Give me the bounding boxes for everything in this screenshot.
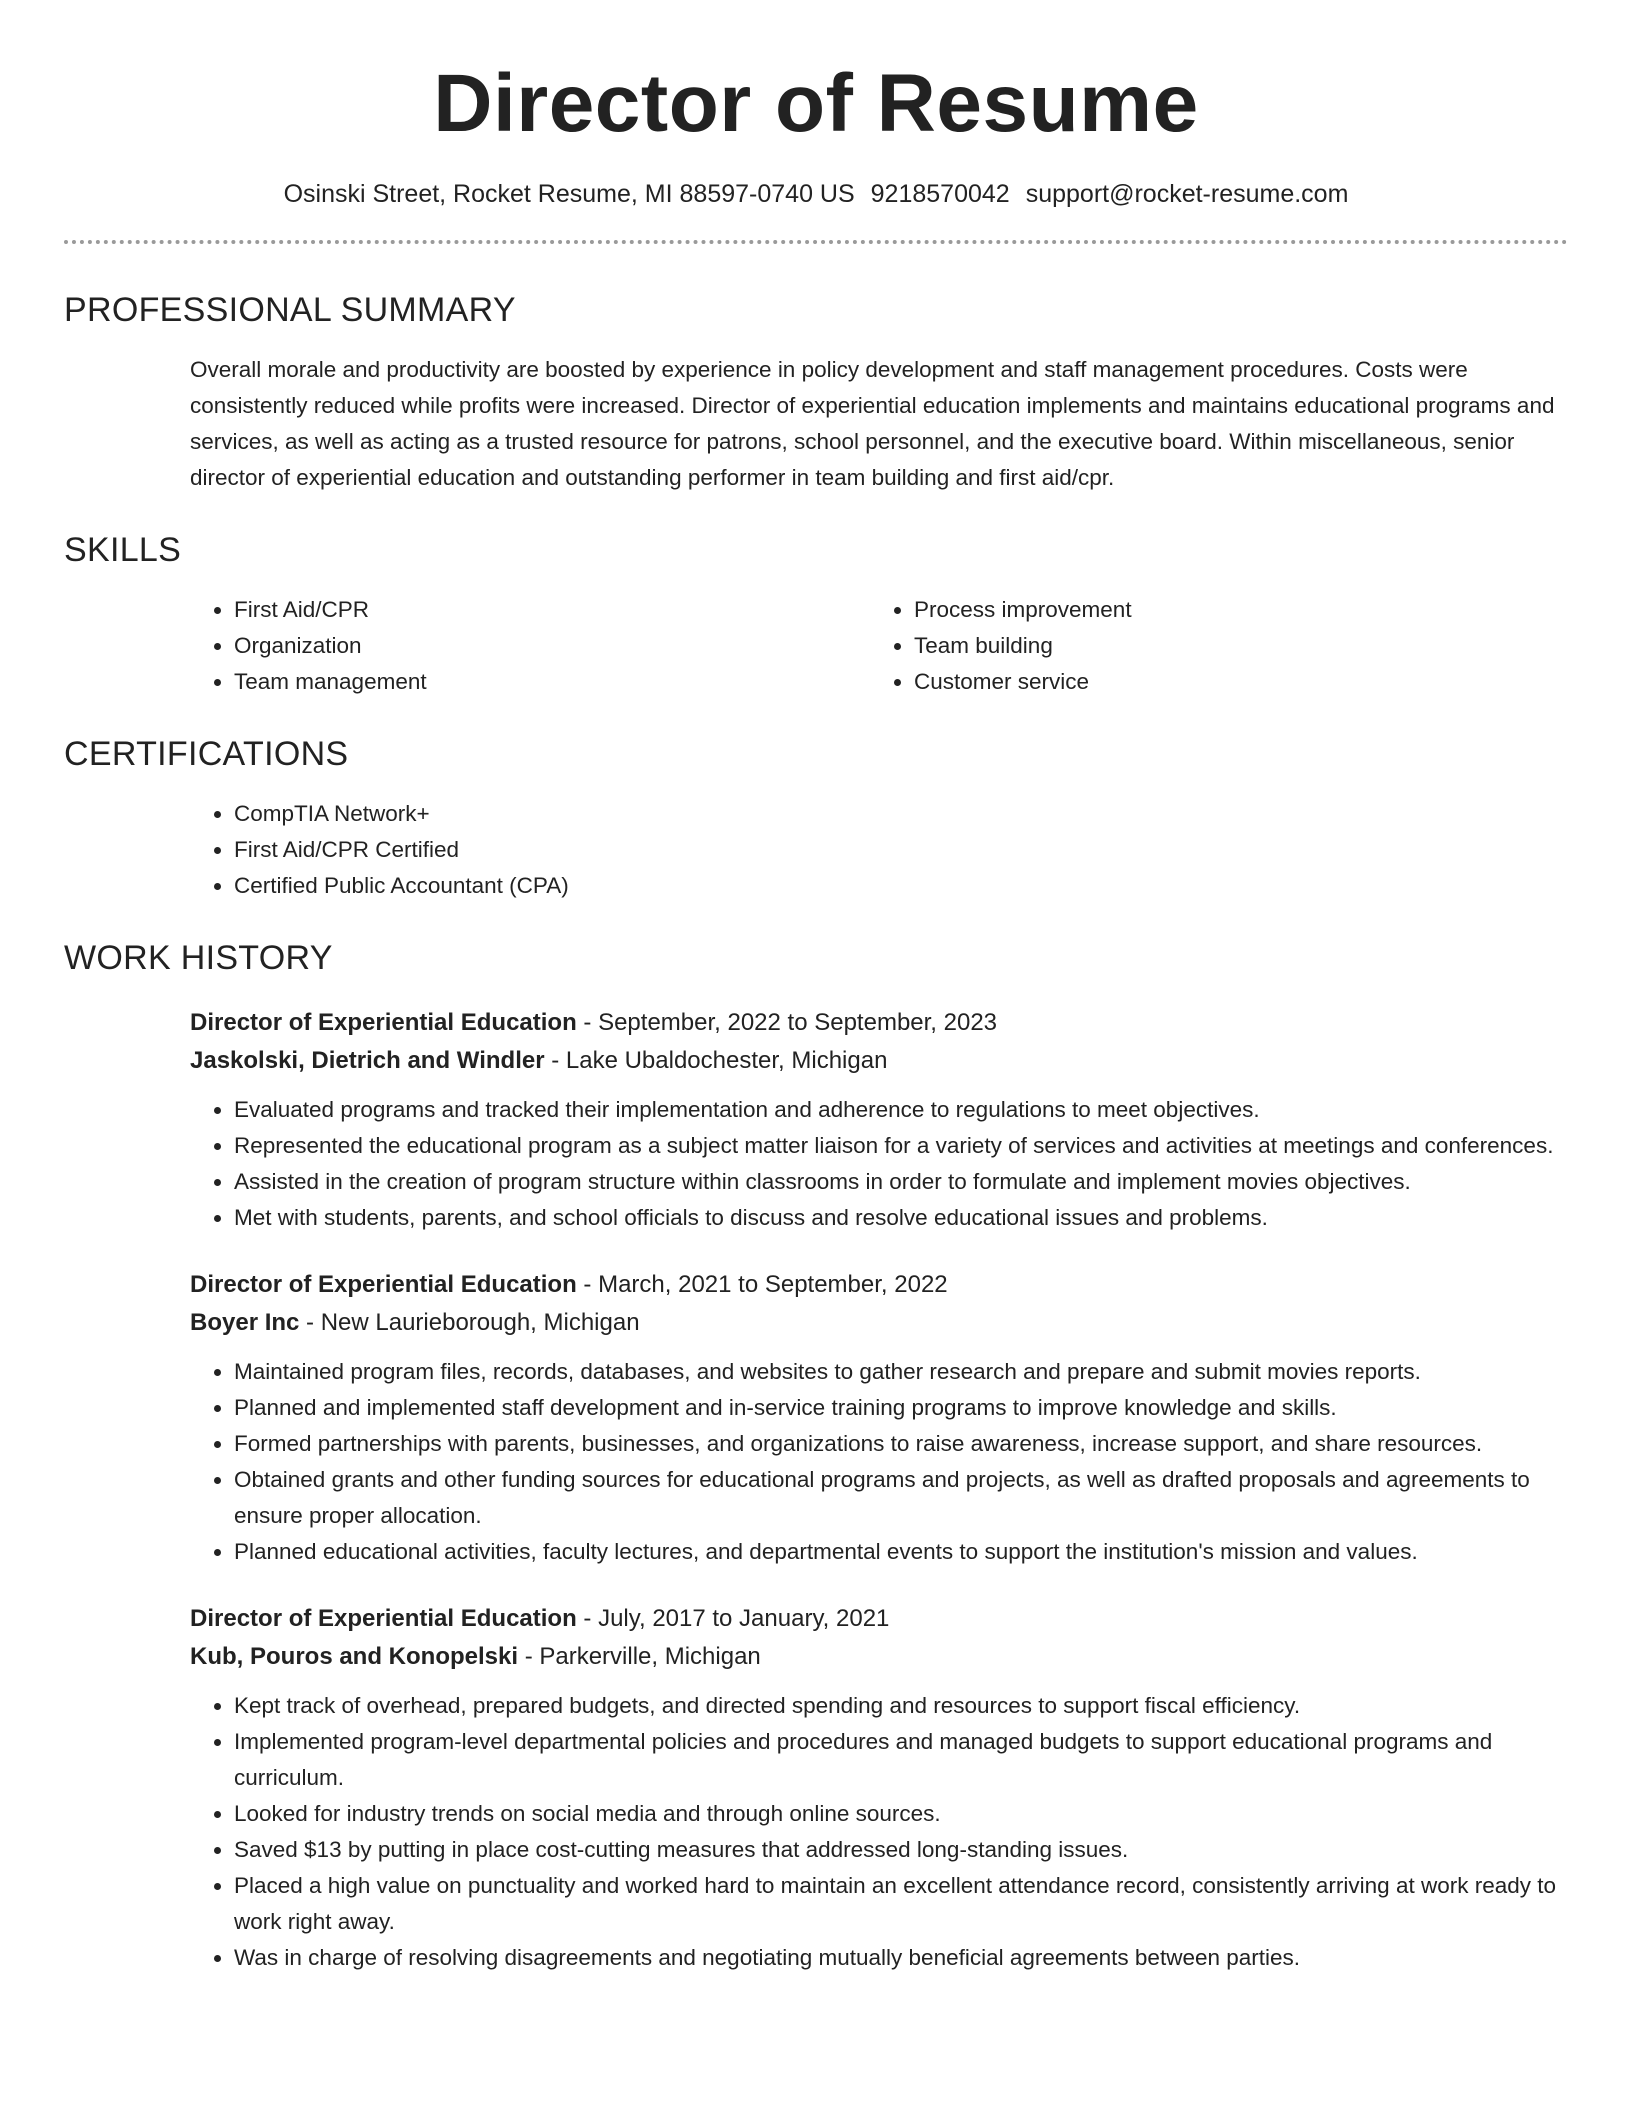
job-dates: - March, 2021 to September, 2022 bbox=[576, 1271, 948, 1298]
certification-item: • Certified Public Accountant (CPA) bbox=[234, 868, 1568, 904]
header-divider bbox=[64, 240, 1568, 244]
job-title-line bbox=[190, 1600, 1568, 1638]
job-duty: • Looked for industry trends on social media and through online sources. bbox=[234, 1796, 1568, 1832]
job-duty: • Was in charge of resolving disagreements and negotiating mutually beneficial agreements between parties. bbox=[234, 1940, 1568, 1976]
job-duty: • Met with students, parents, and school officials to discuss and resolve educational issues and problems. bbox=[234, 1200, 1568, 1236]
job-role: Director of Experiential Education bbox=[190, 1605, 577, 1632]
contact-phone: 9218570042 bbox=[870, 180, 1010, 208]
job-duty: • Formed partnerships with parents, businesses, and organizations to raise awareness, increase support, and share resources. bbox=[234, 1426, 1568, 1462]
job-duties bbox=[190, 1092, 1568, 1236]
job-duty: • Implemented program-level departmental policies and procedures and managed budgets to support educational programs and curriculum. bbox=[234, 1724, 1568, 1796]
contact-line bbox=[64, 178, 1568, 210]
job-dates: - September, 2022 to September, 2023 bbox=[576, 1009, 998, 1036]
skill-item: • Process improvement bbox=[914, 592, 1550, 628]
job-duty: • Planned and implemented staff development and in-service training programs to improve knowledge and skills. bbox=[234, 1390, 1568, 1426]
resume-page bbox=[64, 0, 1568, 1976]
job-company-line bbox=[190, 1042, 1568, 1080]
job-location: - Parkerville, Michigan bbox=[518, 1643, 761, 1670]
skill-item: • Customer service bbox=[914, 664, 1550, 700]
job-company: Kub, Pouros and Konopelski bbox=[190, 1643, 519, 1670]
job-location: - Lake Ubaldochester, Michigan bbox=[544, 1047, 888, 1074]
job-duty: • Assisted in the creation of program structure within classrooms in order to formulate and implement movies objectives. bbox=[234, 1164, 1568, 1200]
job-entry bbox=[190, 1004, 1568, 1236]
job-title-line bbox=[190, 1004, 1568, 1042]
certifications-list bbox=[190, 796, 1568, 904]
job-company-line bbox=[190, 1304, 1568, 1342]
summary-text: Overall morale and productivity are boosted by experience in policy development and staff management procedures. Costs were consistently reduced while profits were increased. Director of experiential education implements and maintains educational programs and services, as well as acting as a trusted resource for patrons, school personnel, and the executive board. Within miscellaneous, senior director of experiential education and outstanding performer in team building and first aid/cpr. bbox=[190, 357, 1555, 490]
job-role: Director of Experiential Education bbox=[190, 1271, 577, 1298]
job-duties bbox=[190, 1354, 1568, 1570]
skills-list bbox=[190, 592, 1568, 700]
job-entry bbox=[190, 1600, 1568, 1976]
skill-item: • Team management bbox=[234, 664, 870, 700]
certifications-heading: CERTIFICATIONS bbox=[64, 735, 349, 773]
resume-name: Director of Resume bbox=[433, 58, 1199, 149]
contact-address: Osinski Street, Rocket Resume, MI 88597-0740 US bbox=[283, 180, 855, 208]
job-role: Director of Experiential Education bbox=[190, 1009, 577, 1036]
certification-item: • First Aid/CPR Certified bbox=[234, 832, 1568, 868]
work-history-heading: WORK HISTORY bbox=[64, 939, 333, 977]
job-duty: • Saved $13 by putting in place cost-cutting measures that addressed long-standing issues. bbox=[234, 1832, 1568, 1868]
job-title-line bbox=[190, 1266, 1568, 1304]
job-duty: • Represented the educational program as a subject matter liaison for a variety of services and activities at meetings and conferences. bbox=[234, 1128, 1568, 1164]
skill-item: • Organization bbox=[234, 628, 870, 664]
summary-heading: PROFESSIONAL SUMMARY bbox=[64, 291, 516, 329]
job-duty: • Planned educational activities, faculty lectures, and departmental events to support the institution's mission and values. bbox=[234, 1534, 1568, 1570]
job-duty: • Evaluated programs and tracked their implementation and adherence to regulations to meet objectives. bbox=[234, 1092, 1568, 1128]
job-duty: • Maintained program files, records, databases, and websites to gather research and prepare and submit movies reports. bbox=[234, 1354, 1568, 1390]
job-entry bbox=[190, 1266, 1568, 1570]
job-duties bbox=[190, 1688, 1568, 1976]
job-dates: - July, 2017 to January, 2021 bbox=[576, 1605, 890, 1632]
skill-item: • Team building bbox=[914, 628, 1550, 664]
skill-item: • First Aid/CPR bbox=[234, 592, 870, 628]
job-company: Jaskolski, Dietrich and Windler bbox=[190, 1047, 545, 1074]
contact-email: support@rocket-resume.com bbox=[1025, 180, 1349, 208]
job-duty: • Obtained grants and other funding sources for educational programs and projects, as well as drafted proposals and agreements to ensure proper allocation. bbox=[234, 1462, 1568, 1534]
certification-item: • CompTIA Network+ bbox=[234, 796, 1568, 832]
job-company: Boyer Inc bbox=[190, 1309, 300, 1336]
job-location: - New Laurieborough, Michigan bbox=[299, 1309, 640, 1336]
skills-column-right bbox=[870, 592, 1550, 700]
job-duty: • Placed a high value on punctuality and worked hard to maintain an excellent attendance record, consistently arriving at work ready to work right away. bbox=[234, 1868, 1568, 1940]
job-company-line bbox=[190, 1638, 1568, 1676]
skills-column-left bbox=[190, 592, 870, 700]
skills-heading: SKILLS bbox=[64, 531, 182, 569]
job-duty: • Kept track of overhead, prepared budgets, and directed spending and resources to support fiscal efficiency. bbox=[234, 1688, 1568, 1724]
